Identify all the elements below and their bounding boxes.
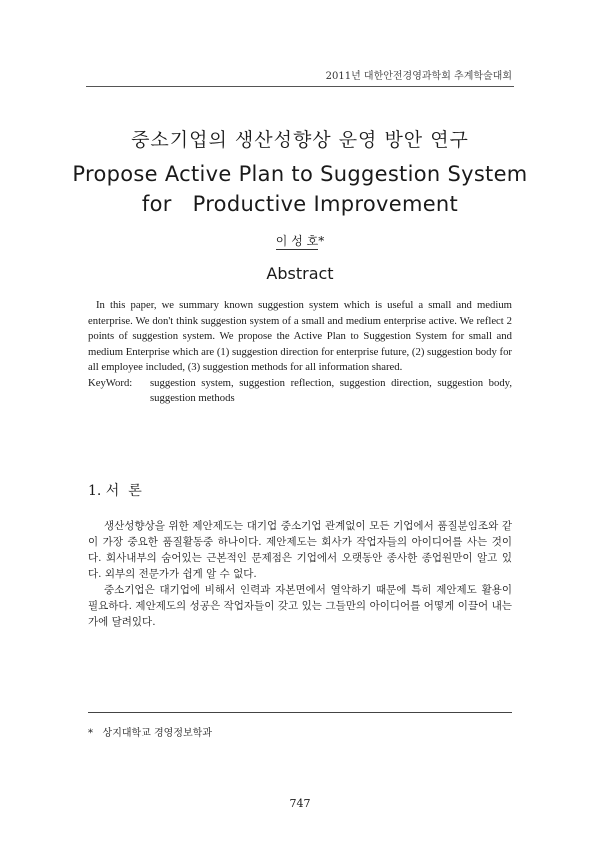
paper-title xyxy=(0,125,600,216)
page-number: 747 xyxy=(289,797,311,810)
conference-header: 2011년 대한안전경영과학회 추계학술대회 xyxy=(325,71,512,82)
keywords-label: KeyWord: xyxy=(88,376,133,389)
header-divider xyxy=(86,86,514,87)
abstract-text: In this paper, we summary known suggestion system which is useful a small and medium enterprise. We don't think suggestion system of a small and medium enterprise active. We reflect 2 points of suggestion system. We propose the Active Plan to Suggestion System for small and medium Enterprise which are (1) suggestion direction for enterprise future, (2) suggestion body for all employee included, (3) suggestion methods for all information shared. xyxy=(88,299,512,373)
keywords-row xyxy=(88,376,512,407)
abstract-body xyxy=(88,298,512,407)
section-heading: 1. 서 론 xyxy=(88,483,142,499)
abstract-heading: Abstract xyxy=(266,264,334,283)
title-english-line1: Propose Active Plan to Suggestion System xyxy=(72,162,528,186)
title-english-line2: for Productive Improvement xyxy=(141,192,459,216)
author-name: 이 성 호 xyxy=(275,234,319,248)
footnote: * 상지대학교 경영정보학과 xyxy=(88,728,212,739)
author-line xyxy=(0,232,600,249)
footnote-divider xyxy=(88,712,512,713)
section-paragraph-1: 생산성향상을 위한 제안제도는 대기업 중소기업 관계없이 모든 기업에서 품질분임조와 같이 가장 중요한 품질활동중 하나이다. 제안제도는 회사가 작업자들의 아이디어를 사는 것이다. 회사내부의 숨어있는 근본적인 문제점은 기업에서 오랫동안 종사한 종업원만이 알고 있다. 외부의 전문가가 쉽게 알 수 없다. xyxy=(88,520,512,580)
section-body xyxy=(88,518,512,630)
section-paragraph-2: 중소기업은 대기업에 비해서 인력과 자본면에서 열악하기 때문에 특히 제안제도 활용이 필요하다. 제안제도의 성공은 작업자들이 갖고 있는 그들만의 아이디어를 어떻게 이끌어 내는 가에 달려있다. xyxy=(88,584,512,628)
author-footnote-mark: * xyxy=(318,234,325,248)
title-korean: 중소기업의 생산성향상 운영 방안 연구 xyxy=(131,129,469,151)
keywords-list: suggestion system, suggestion reflection, suggestion direction, suggestion body, suggestion methods xyxy=(150,376,512,404)
